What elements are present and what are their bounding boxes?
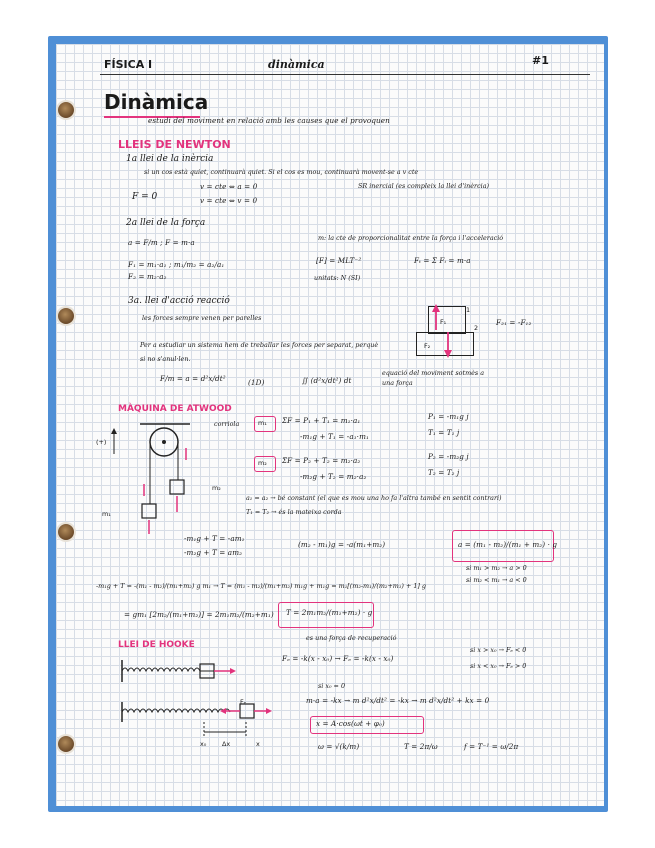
system-c: (m₂ - m₁)g = -a(m₁+m₂) xyxy=(298,540,386,549)
hooke-cond-2: si x < x₀ → Fₑ > 0 xyxy=(470,662,527,670)
block-top-label: 1 xyxy=(466,306,471,314)
hooke-freq: f = T⁻¹ = ω/2π xyxy=(464,742,519,751)
pair-eq: F₂₁ = -F₁₂ xyxy=(496,318,532,327)
result-a: a = (m₁ - m₂)/(m₁ + m₂) · g xyxy=(458,540,558,549)
header-topic: dinàmica xyxy=(268,58,325,71)
eq-m1-b: -m₁g + T₁ = -a₁·m₁ xyxy=(300,432,369,441)
law2-units-label: unitats: N (SI) xyxy=(314,274,361,282)
hooke-heading: LLEI DE HOOKE xyxy=(118,640,195,650)
reaction-arrows xyxy=(428,300,488,360)
hooke-omega: ω = √(k/m) xyxy=(318,742,360,751)
hooke-cond-1: si x > x₀ → Fₑ < 0 xyxy=(470,646,527,654)
cond-1: si m₁ > m₂ → a > 0 xyxy=(466,564,527,572)
law2-label: 2a llei de la força xyxy=(126,218,206,228)
binder-hole xyxy=(58,524,74,540)
p2-eq: P₂ = -m₂g j xyxy=(428,452,469,461)
binder-hole xyxy=(58,736,74,752)
pulley-label: corriola xyxy=(214,420,240,428)
x0-label: x₀ xyxy=(200,740,207,748)
atwood-m2-label: m₂ xyxy=(212,484,221,492)
t2-eq: T₂ = T₂ j xyxy=(428,468,460,477)
m1-box-label: m₁ xyxy=(258,419,267,427)
law3-label: 3a. llei d'acció reacció xyxy=(128,296,230,306)
law2-eq-0: a = F/m ; F = m·a xyxy=(128,238,195,247)
ode-tag: (1D) xyxy=(248,378,265,387)
ode-eq: F/m = a = d²x/dt² xyxy=(160,374,226,383)
spring-diagram xyxy=(120,656,270,756)
atwood-m1-label: m₁ xyxy=(102,510,111,518)
eq-m2-b: -m₂g + T₂ = m₂·a₂ xyxy=(300,472,367,481)
system-a: -m₁g + T = -am₁ xyxy=(184,534,245,543)
law3-desc: les forces sempre venen per parelles xyxy=(142,314,262,322)
plus-label: (+) xyxy=(96,438,107,446)
law2-eq-1: F₁ = m₁·a₁ ; m₁/m₂ = a₂/a₁ xyxy=(128,260,225,269)
law1-eq3: v = cte ⇔ v = 0 xyxy=(200,196,258,205)
hooke-x0-zero: si x₀ = 0 xyxy=(318,682,346,690)
force-bottom-label: F₂ xyxy=(424,342,431,350)
law1-eq1: F = 0 xyxy=(132,192,158,202)
integral-eq: ∬ (d²x/dt²) dt xyxy=(302,376,352,385)
page-subtitle: estudi del moviment en relació amb les causes que el provoquen xyxy=(148,116,390,125)
fe-label: Fₑ xyxy=(240,698,247,706)
law2-sum-eq: Fₜ = Σ Fᵢ = m·a xyxy=(414,256,471,265)
dx-label: Δx xyxy=(222,740,231,748)
newton-heading: LLEIS DE NEWTON xyxy=(118,138,231,151)
m2-box-label: m₂ xyxy=(258,459,267,467)
block-bottom-label: 2 xyxy=(474,324,479,332)
atwood-deriv-2: = gm₁ [2m₂/(m₁+m₂)] = 2m₁m₂/(m₂+m₁) xyxy=(124,610,274,619)
atwood-diagram xyxy=(120,420,220,540)
atwood-deriv: -m₁g + T = -(m₁ - m₂)/(m₁+m₂) g m₁ → T = (m₁ - m₂)/(m₁+m₂) m₁g + m₁g = m₁[(m₂-m₁)/(m₂+m₁) + 1] g xyxy=(96,582,427,590)
x-label: x xyxy=(256,740,260,748)
atwood-heading: MÀQUINA DE ATWOOD xyxy=(118,404,232,414)
header-subject: FÍSICA I xyxy=(104,58,153,71)
hooke-restoring: es una força de recuperació xyxy=(306,634,397,642)
force-top-label: F₁ xyxy=(440,318,447,326)
result-t: T = 2m₁m₂/(m₁+m₂) · g xyxy=(286,608,373,617)
law2-eq-2: F₂ = m₂·a₂ xyxy=(128,272,167,281)
cond-2: si m₂ < m₁ → a < 0 xyxy=(466,576,527,584)
relation-2: T₁ = T₂ → és la mateixa corda xyxy=(246,508,342,516)
header-page-number: #1 xyxy=(532,54,549,67)
law1-note: SR inercial (es compleix la llei d'inèrcia) xyxy=(358,182,489,190)
hooke-eq: Fₑ = -k(x - x₀) → Fₑ = -k(x - x₀) xyxy=(282,654,394,663)
law1-eq2: v = cte ⇔ a = 0 xyxy=(200,182,258,191)
eq-m2-a: ΣF = P₂ + T₂ = m₂·a₂ xyxy=(282,456,361,465)
system-b: -m₂g + T = am₂ xyxy=(184,548,243,557)
eq-m1-a: ΣF = P₁ + T₁ = m₁·a₁ xyxy=(282,416,361,425)
study-note: Per a estudiar un sistema hem de treballar les forces per separat, perquè si no s'anul·len. xyxy=(140,341,379,363)
binder-hole xyxy=(58,102,74,118)
law1-desc: si un cos està quiet, continuarà quiet. Si el cos es mou, continuarà movent-se a v cte xyxy=(144,168,419,176)
hooke-newton: m·a = -kx → m d²x/dt² = -kx → m d²x/dt² + kx = 0 xyxy=(306,696,490,705)
page-title: Dinàmica xyxy=(104,90,209,114)
header-rule xyxy=(100,74,590,75)
hooke-period: T = 2π/ω xyxy=(404,742,438,751)
relation-1: a₁ = a₂ → bé constant (el que es mou una ho fa l'altra també en sentit contrari) xyxy=(246,494,502,502)
law2-m-note: m: la cte de proporcionalitat entre la força i l'acceleració xyxy=(318,234,504,242)
hooke-solution: x = A·cos(ωt + φ₀) xyxy=(316,719,385,728)
p1-eq: P₁ = -m₁g j xyxy=(428,412,469,421)
binder-hole xyxy=(58,308,74,324)
law2-units-eq: [F] = MLT⁻² xyxy=(316,256,362,265)
integral-note: equació del moviment sotmès a una força xyxy=(382,369,485,387)
law1-label: 1a llei de la inèrcia xyxy=(126,154,214,164)
t1-eq: T₁ = T₁ j xyxy=(428,428,460,437)
